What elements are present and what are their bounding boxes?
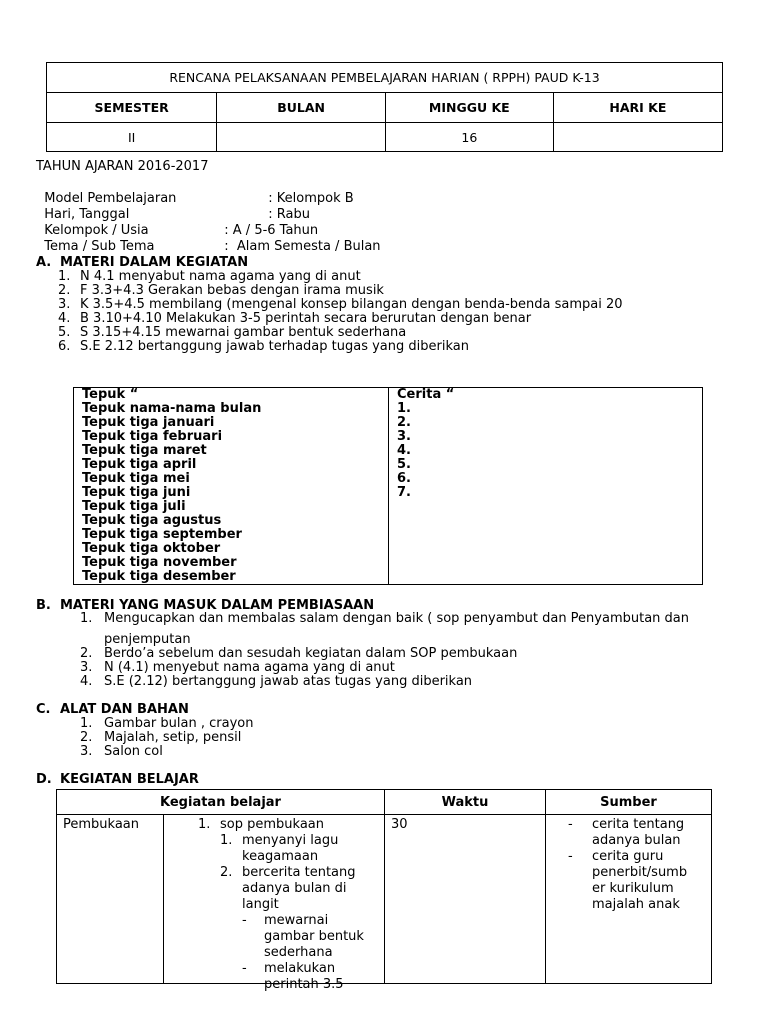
col-minggu: MINGGU KE bbox=[385, 93, 553, 123]
list-item: 3. N (4.1) menyebut nama agama yang di anut bbox=[80, 660, 395, 675]
section-a-list bbox=[58, 270, 623, 354]
section-c-heading bbox=[36, 702, 189, 717]
section-d-heading bbox=[36, 772, 199, 787]
section-title: MATERI DALAM KEGIATAN bbox=[60, 255, 249, 270]
tepuk-line: Tepuk tiga februari bbox=[82, 429, 223, 444]
col-hari: HARI KE bbox=[553, 93, 722, 123]
section-letter: B. bbox=[36, 598, 51, 613]
list-item: 2. Majalah, setip, pensil bbox=[80, 730, 242, 745]
tepuk-line: Tepuk “ bbox=[82, 387, 139, 402]
meta-value: : Alam Semesta / Bulan bbox=[224, 239, 381, 254]
list-item: 3. Salon col bbox=[80, 744, 163, 759]
tepuk-line: Tepuk tiga april bbox=[82, 457, 197, 472]
sumber-item: - cerita tentang bbox=[568, 817, 685, 832]
tepuk-line: Tepuk nama-nama bulan bbox=[82, 401, 262, 416]
section-a-heading bbox=[36, 255, 248, 270]
col-waktu: Waktu bbox=[385, 790, 546, 815]
kegiatan-cell bbox=[164, 815, 385, 992]
tahun-ajaran: TAHUN AJARAN 2016-2017 bbox=[36, 159, 209, 174]
tepuk-line: Tepuk tiga januari bbox=[82, 415, 215, 430]
meta-value: : A / 5-6 Tahun bbox=[224, 223, 319, 238]
cerita-line: 2. bbox=[397, 415, 411, 430]
dash-item: - mewarnai bbox=[242, 913, 329, 928]
meta-label: Model Pembelajaran bbox=[44, 191, 177, 206]
dash-item-continuation: gambar bentuk bbox=[264, 929, 364, 944]
cerita-line: 4. bbox=[397, 443, 411, 458]
header-table bbox=[46, 62, 723, 152]
meta-label: Kelompok / Usia bbox=[44, 223, 149, 238]
dash-item-continuation: sederhana bbox=[264, 945, 333, 960]
tepuk-column bbox=[74, 388, 389, 585]
list-item: 6. S.E 2.12 bertanggung jawab terhadap tugas yang diberikan bbox=[58, 339, 469, 354]
tepuk-line: Tepuk tiga mei bbox=[82, 471, 190, 486]
sub-item-continuation: adanya bulan di bbox=[242, 881, 347, 896]
col-kegiatan: Kegiatan belajar bbox=[57, 790, 385, 815]
section-title: ALAT DAN BAHAN bbox=[60, 702, 189, 717]
sumber-cell bbox=[546, 815, 712, 984]
list-item: 1. N 4.1 menyabut nama agama yang di anut bbox=[58, 269, 361, 284]
section-letter: D. bbox=[36, 772, 52, 787]
sumber-continuation: penerbit/sumb bbox=[592, 865, 688, 880]
section-c-list bbox=[80, 717, 253, 759]
section-letter: A. bbox=[36, 255, 52, 270]
dash-item: - melakukan bbox=[242, 961, 336, 976]
sumber-continuation: majalah anak bbox=[592, 897, 680, 912]
kegiatan-table bbox=[56, 789, 712, 992]
sumber-continuation: adanya bulan bbox=[592, 833, 681, 848]
cerita-line: 3. bbox=[397, 429, 411, 444]
val-semester: II bbox=[47, 123, 217, 152]
list-item: 4. B 3.10+4.10 Melakukan 3-5 perintah secara berurutan dengan benar bbox=[58, 311, 532, 326]
tepuk-line: Tepuk tiga desember bbox=[82, 569, 236, 584]
list-item: 1. sop pembukaan bbox=[198, 817, 324, 832]
col-semester: SEMESTER bbox=[47, 93, 217, 123]
sub-item: 2. bercerita tentang bbox=[220, 865, 356, 880]
val-hari bbox=[553, 123, 722, 152]
meta-label: Hari, Tanggal bbox=[44, 207, 130, 222]
sub-item-continuation: langit bbox=[242, 897, 279, 912]
list-item: 4. S.E (2.12) bertanggung jawab atas tugas yang diberikan bbox=[80, 674, 473, 689]
list-item: 2. Berdo’a sebelum dan sesudah kegiatan dalam SOP pembukaan bbox=[80, 646, 518, 661]
waktu-cell: 30 bbox=[385, 815, 546, 984]
sumber-continuation: er kurikulum bbox=[592, 881, 674, 896]
tepuk-line: Tepuk tiga juli bbox=[82, 499, 186, 514]
rpph-title: RENCANA PELAKSANAAN PEMBELAJARAN HARIAN ( RPPH) PAUD K-13 bbox=[47, 63, 723, 93]
tepuk-line: Tepuk tiga juni bbox=[82, 485, 191, 500]
val-bulan bbox=[217, 123, 386, 152]
cerita-line: 6. bbox=[397, 471, 411, 486]
tepuk-line: Tepuk tiga september bbox=[82, 527, 242, 542]
dash-item-continuation: perintah 3.5 bbox=[264, 977, 344, 992]
cerita-line: Cerita “ bbox=[397, 387, 455, 402]
tepuk-line: Tepuk tiga oktober bbox=[82, 541, 221, 556]
meta-label: Tema / Sub Tema bbox=[44, 239, 155, 254]
list-item: 3. K 3.5+4.5 membilang (mengenal konsep bilangan dengan benda-benda sampai 20 bbox=[58, 297, 623, 312]
val-minggu: 16 bbox=[385, 123, 553, 152]
cerita-column bbox=[389, 388, 703, 585]
col-sumber: Sumber bbox=[546, 790, 712, 815]
section-title: KEGIATAN BELAJAR bbox=[60, 772, 199, 787]
list-item: 1. Gambar bulan , crayon bbox=[80, 716, 254, 731]
cerita-line: 7. bbox=[397, 485, 411, 500]
phase-cell: Pembukaan bbox=[57, 815, 164, 984]
list-item: 1. Mengucapkan dan membalas salam dengan baik ( sop penyambut dan Penyambutan dan bbox=[80, 611, 690, 626]
list-item: 5. S 3.15+4.15 mewarnai gambar bentuk sederhana bbox=[58, 325, 407, 340]
cerita-line: 1. bbox=[397, 401, 411, 416]
tepuk-line: Tepuk tiga november bbox=[82, 555, 237, 570]
meta-tema bbox=[36, 223, 381, 255]
tepuk-cerita-table bbox=[73, 387, 703, 585]
meta-value: : Kelompok B bbox=[268, 191, 354, 206]
meta-value: : Rabu bbox=[268, 207, 310, 222]
sumber-item: - cerita guru bbox=[568, 849, 664, 864]
tepuk-line: Tepuk tiga agustus bbox=[82, 513, 222, 528]
sub-item-continuation: keagamaan bbox=[242, 849, 319, 864]
section-letter: C. bbox=[36, 702, 51, 717]
list-item-continuation: penjemputan bbox=[104, 632, 191, 647]
section-title: MATERI YANG MASUK DALAM PEMBIASAAN bbox=[60, 598, 375, 613]
sub-item: 1. menyanyi lagu bbox=[220, 833, 339, 848]
tepuk-line: Tepuk tiga maret bbox=[82, 443, 207, 458]
list-item: 2. F 3.3+4.3 Gerakan bebas dengan irama musik bbox=[58, 283, 384, 298]
col-bulan: BULAN bbox=[217, 93, 386, 123]
cerita-line: 5. bbox=[397, 457, 411, 472]
section-b-list bbox=[80, 647, 517, 689]
